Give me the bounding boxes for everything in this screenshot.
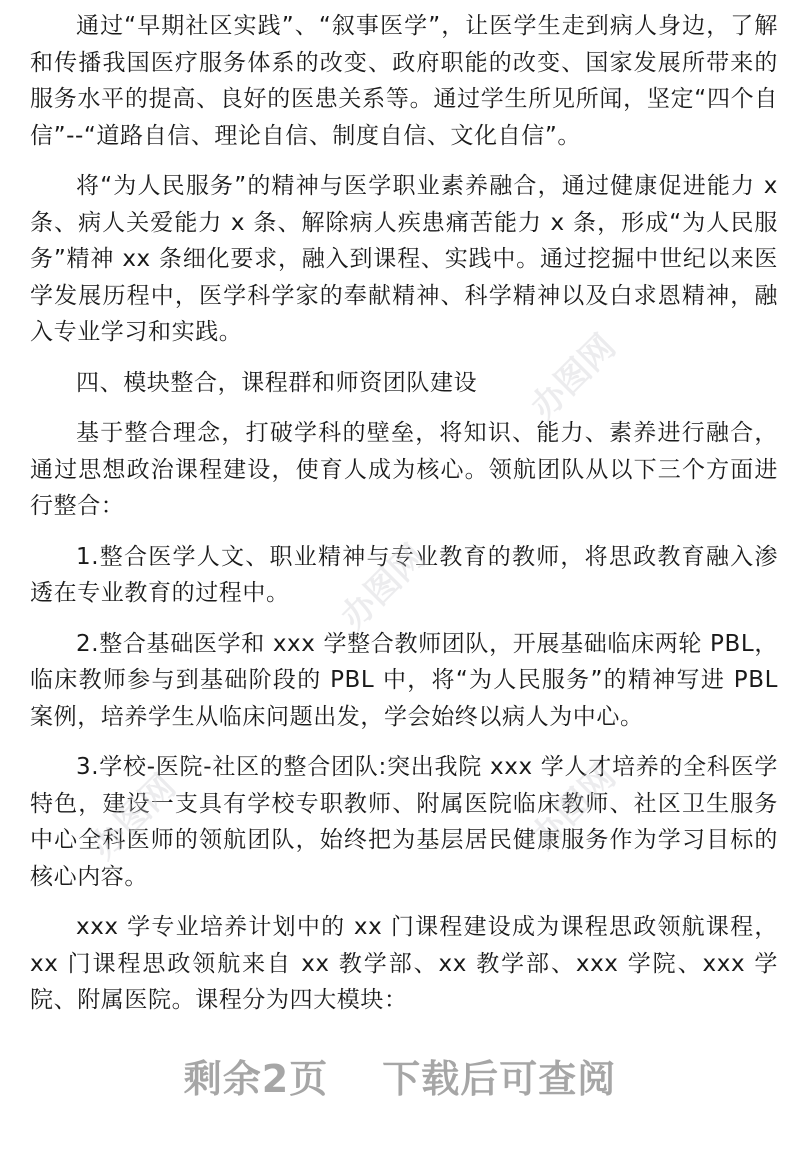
paragraph-2: 将“为人民服务”的精神与医学职业素养融合，通过健康促进能力 x 条、病人关爱能力 x 条、解除病人疾患痛苦能力 x 条，形成“为人民服务”精神 xx 条细化要求，融入到课程、实践中。通过挖掘中世纪以来医学发展历程中，医学科学家的奉献精神、科学精神以及白求恩精神，融入专业学习和实践。 [30,173,778,345]
section-paragraph-2: 1.整合医学人文、职业精神与专业教育的教师，将思政教育融入渗透在专业教育的过程中。 [30,543,778,606]
section-paragraph-1: 基于整合理念，打破学科的壁垒，将知识、能力、素养进行融合，通过思想政治课程建设，使育人成为核心。领航团队从以下三个方面进行整合： [30,420,778,519]
section-heading: 四、模块整合，课程群和师资团队建设 [76,369,478,396]
paragraph-1: 通过“早期社区实践”、“叙事医学”，让医学生走到病人身边，了解和传播我国医疗服务体系的改变、政府职能的改变、国家发展所带来的服务水平的提高、良好的医患关系等。通过学生所见所闻，坚定“四个自信”--“道路自信、理论自信、制度自信、文化自信”。 [30,13,778,149]
watermark: 办图网 [523,326,624,428]
document-body [30,8,778,1033]
download-hint-label: 下载后可查阅 [382,1057,617,1101]
section-paragraph-5: xxx 学专业培养计划中的 xx 门课程建设成为课程思政领航课程，xx 门课程思政领航来自 xx 教学部、xx 教学部、xxx 学院、xxx 学院、附属医院。课程分为四大模块： [30,914,778,1013]
section-paragraph-3: 2.整合基础医学和 xxx 学整合教师团队，开展基础临床两轮 PBL，临床教师参与到基础阶段的 PBL 中，将“为人民服务”的精神写进 PBL 案例，培养学生从临床问题出发，学会始终以病人为中心。 [30,630,778,730]
section-paragraph-4: 3.学校-医院-社区的整合团队:突出我院 xxx 学人才培养的全科医学特色，建设一支具有学校专职教师、附属医院临床教师、社区卫生服务中心全科医师的领航团队，始终把为基层居民健康服务作为学习目标的核心内容。 [30,754,778,890]
remaining-pages-label: 剩余2页 [183,1057,329,1101]
watermark: 办图网 [333,536,434,638]
download-prompt[interactable] [0,1048,800,1103]
watermark: 办图网 [83,766,184,868]
watermark: 办图网 [523,756,624,858]
